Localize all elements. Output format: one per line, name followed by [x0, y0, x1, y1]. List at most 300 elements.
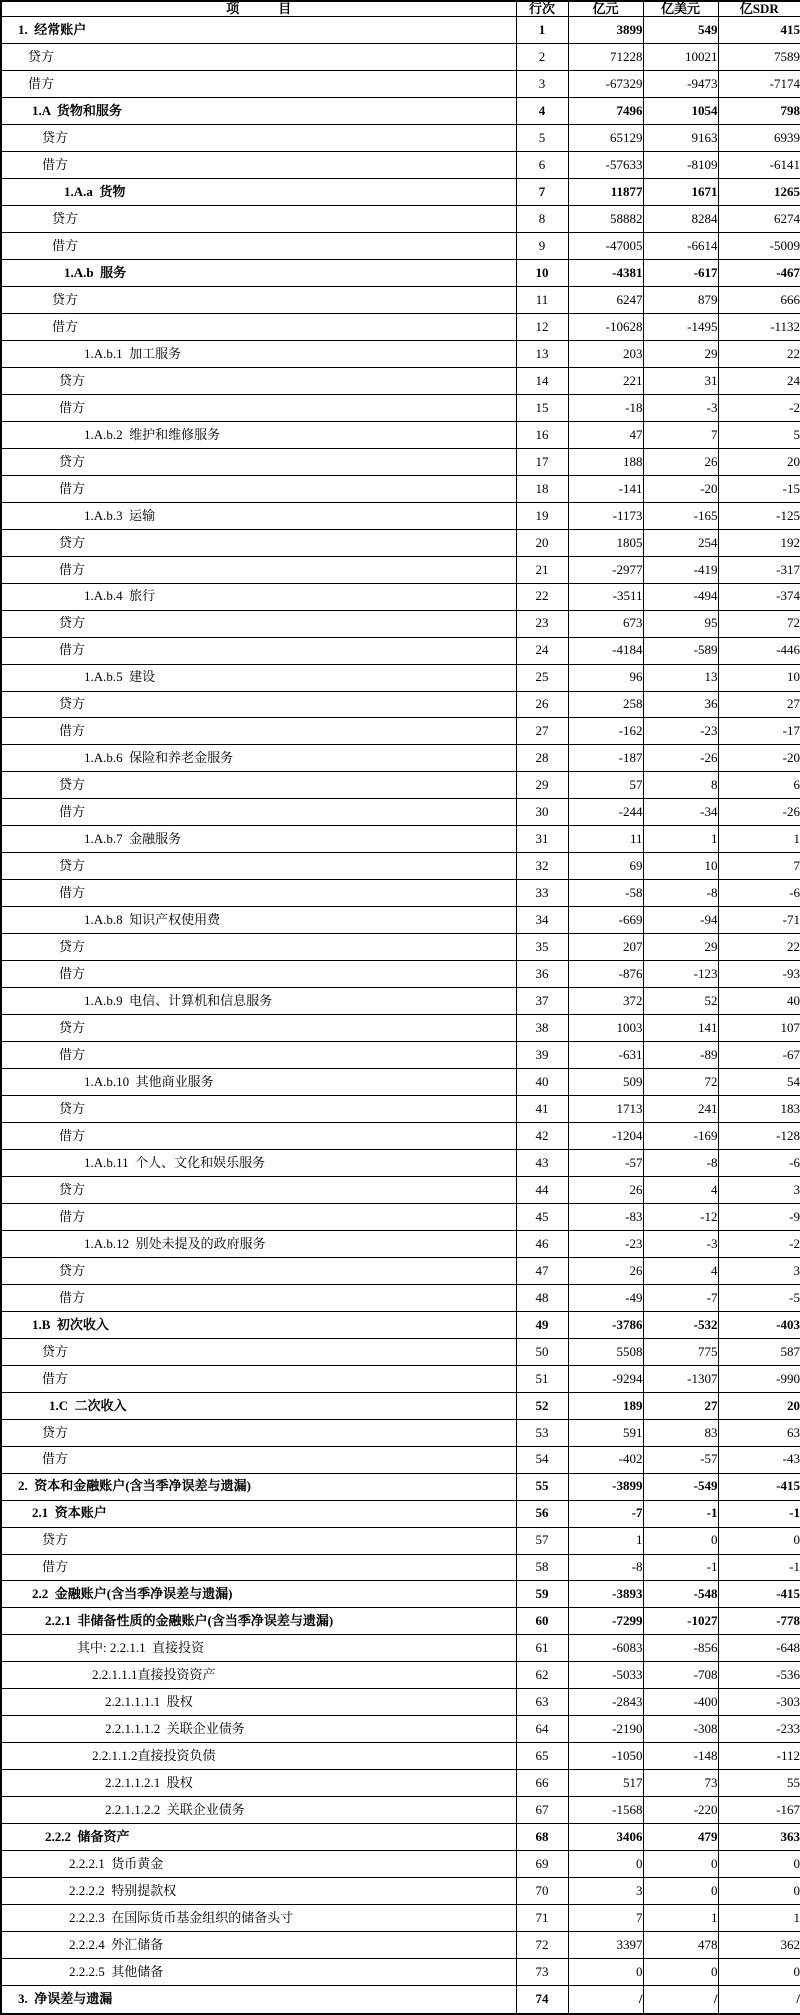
row-no-cell: 10: [516, 260, 568, 287]
usd-cell: 775: [643, 1338, 718, 1365]
usd-cell: -94: [643, 907, 718, 934]
usd-cell: -6614: [643, 233, 718, 260]
table-row: [1, 1959, 800, 1986]
cny-cell: 7: [568, 1905, 643, 1932]
item-cell: 贷方: [1, 1176, 516, 1203]
row-no-cell: 65: [516, 1743, 568, 1770]
row-no-cell: 41: [516, 1096, 568, 1123]
cny-cell: 11: [568, 826, 643, 853]
row-no-cell: 46: [516, 1230, 568, 1257]
sdr-cell: 7589: [718, 44, 800, 71]
item-cell: 借方: [1, 799, 516, 826]
sdr-cell: 107: [718, 1015, 800, 1042]
table-row: [1, 1527, 800, 1554]
row-no-cell: 3: [516, 71, 568, 98]
cny-cell: -4184: [568, 637, 643, 664]
usd-cell: -7: [643, 1284, 718, 1311]
item-cell: 2. 资本和金融账户(含当季净误差与遗漏): [1, 1473, 516, 1500]
row-no-cell: 43: [516, 1149, 568, 1176]
row-no-cell: 25: [516, 664, 568, 691]
cny-cell: -47005: [568, 233, 643, 260]
item-cell: 1.A.b.12 别处未提及的政府服务: [1, 1230, 516, 1257]
sdr-cell: -990: [718, 1365, 800, 1392]
row-no-cell: 19: [516, 502, 568, 529]
usd-cell: -8109: [643, 152, 718, 179]
cny-cell: -4381: [568, 260, 643, 287]
item-cell: 贷方: [1, 286, 516, 313]
usd-cell: 4: [643, 1176, 718, 1203]
sdr-cell: 1: [718, 1905, 800, 1932]
table-row: [1, 637, 800, 664]
item-cell: 借方: [1, 71, 516, 98]
cny-cell: 69: [568, 853, 643, 880]
table-row: [1, 664, 800, 691]
cny-cell: 673: [568, 610, 643, 637]
item-cell: 贷方: [1, 448, 516, 475]
table-row: [1, 71, 800, 98]
sdr-cell: -446: [718, 637, 800, 664]
usd-cell: -57: [643, 1446, 718, 1473]
header-row: [1, 1, 800, 17]
cny-cell: -7: [568, 1500, 643, 1527]
cny-cell: -1204: [568, 1123, 643, 1150]
table-row: [1, 179, 800, 206]
row-no-cell: 56: [516, 1500, 568, 1527]
sdr-cell: -233: [718, 1716, 800, 1743]
table-row: [1, 1446, 800, 1473]
item-cell: 贷方: [1, 1419, 516, 1446]
cny-cell: 0: [568, 1959, 643, 1986]
row-no-cell: 55: [516, 1473, 568, 1500]
sdr-cell: 7: [718, 853, 800, 880]
table-row: [1, 1743, 800, 1770]
table-row: [1, 1932, 800, 1959]
row-no-cell: 72: [516, 1932, 568, 1959]
cny-cell: -23: [568, 1230, 643, 1257]
cny-cell: -162: [568, 718, 643, 745]
sdr-cell: -26: [718, 799, 800, 826]
table-row: [1, 583, 800, 610]
item-cell: 贷方: [1, 125, 516, 152]
usd-cell: -532: [643, 1311, 718, 1338]
sdr-cell: -1132: [718, 313, 800, 340]
row-no-cell: 66: [516, 1770, 568, 1797]
cny-cell: -6083: [568, 1635, 643, 1662]
table-row: [1, 1069, 800, 1096]
cny-cell: -3899: [568, 1473, 643, 1500]
row-no-cell: 68: [516, 1824, 568, 1851]
cny-cell: -7299: [568, 1608, 643, 1635]
item-cell: 其中: 2.2.1.1 直接投资: [1, 1635, 516, 1662]
row-no-cell: 51: [516, 1365, 568, 1392]
row-no-cell: 2: [516, 44, 568, 71]
usd-cell: 83: [643, 1419, 718, 1446]
item-cell: 2.2.1 非储备性质的金融账户(含当季净误差与遗漏): [1, 1608, 516, 1635]
item-cell: 借方: [1, 1554, 516, 1581]
item-cell: 贷方: [1, 1527, 516, 1554]
table-row: [1, 880, 800, 907]
usd-cell: 10: [643, 853, 718, 880]
sdr-cell: -467: [718, 260, 800, 287]
row-no-cell: 22: [516, 583, 568, 610]
row-no-cell: 63: [516, 1689, 568, 1716]
sdr-cell: 40: [718, 988, 800, 1015]
sdr-cell: 22: [718, 340, 800, 367]
row-no-cell: 13: [516, 340, 568, 367]
item-cell: 借方: [1, 1365, 516, 1392]
item-cell: 贷方: [1, 1257, 516, 1284]
cny-cell: -3511: [568, 583, 643, 610]
cny-cell: -1568: [568, 1797, 643, 1824]
sdr-cell: 192: [718, 529, 800, 556]
usd-cell: 52: [643, 988, 718, 1015]
item-cell: 1.A.b.1 加工服务: [1, 340, 516, 367]
table-row: [1, 1905, 800, 1932]
row-no-cell: 27: [516, 718, 568, 745]
usd-cell: -123: [643, 961, 718, 988]
table-row: [1, 934, 800, 961]
usd-cell: -549: [643, 1473, 718, 1500]
usd-cell: -9473: [643, 71, 718, 98]
table-row: [1, 286, 800, 313]
cny-cell: 65129: [568, 125, 643, 152]
row-no-cell: 38: [516, 1015, 568, 1042]
sdr-cell: -2: [718, 1230, 800, 1257]
table-row: [1, 1123, 800, 1150]
item-cell: 2.2.1.1.2.1 股权: [1, 1770, 516, 1797]
usd-cell: 0: [643, 1959, 718, 1986]
row-no-cell: 7: [516, 179, 568, 206]
cny-cell: 3406: [568, 1824, 643, 1851]
cny-cell: 7496: [568, 98, 643, 125]
sdr-cell: -167: [718, 1797, 800, 1824]
usd-cell: 879: [643, 286, 718, 313]
item-cell: 2.2.1.1.1.1 股权: [1, 1689, 516, 1716]
cny-cell: 0: [568, 1851, 643, 1878]
row-no-cell: 37: [516, 988, 568, 1015]
cny-cell: 1: [568, 1527, 643, 1554]
usd-cell: 0: [643, 1527, 718, 1554]
sdr-cell: -1: [718, 1554, 800, 1581]
sdr-cell: -5: [718, 1284, 800, 1311]
sdr-cell: 798: [718, 98, 800, 125]
table-row: [1, 340, 800, 367]
row-no-cell: 18: [516, 475, 568, 502]
usd-cell: 10021: [643, 44, 718, 71]
cny-cell: 6247: [568, 286, 643, 313]
table-row: [1, 1608, 800, 1635]
cny-cell: 188: [568, 448, 643, 475]
sdr-cell: -317: [718, 556, 800, 583]
row-no-cell: 11: [516, 286, 568, 313]
sdr-cell: -112: [718, 1743, 800, 1770]
item-cell: 1.A.b 服务: [1, 260, 516, 287]
item-cell: 借方: [1, 880, 516, 907]
row-no-cell: 71: [516, 1905, 568, 1932]
col-header-row-no: 行次: [516, 1, 568, 17]
cny-cell: 26: [568, 1257, 643, 1284]
row-no-cell: 6: [516, 152, 568, 179]
sdr-cell: 63: [718, 1419, 800, 1446]
row-no-cell: 50: [516, 1338, 568, 1365]
row-no-cell: 52: [516, 1392, 568, 1419]
table-row: [1, 448, 800, 475]
usd-cell: 0: [643, 1878, 718, 1905]
usd-cell: 1054: [643, 98, 718, 125]
sdr-cell: -303: [718, 1689, 800, 1716]
item-cell: 2.2.2.3 在国际货币基金组织的储备头寸: [1, 1905, 516, 1932]
usd-cell: 73: [643, 1770, 718, 1797]
usd-cell: /: [643, 1986, 718, 2014]
cny-cell: -57633: [568, 152, 643, 179]
item-cell: 贷方: [1, 1015, 516, 1042]
table-row: [1, 1824, 800, 1851]
item-cell: 2.2.2.5 其他储备: [1, 1959, 516, 1986]
item-cell: 2.2.1.1.2直接投资负债: [1, 1743, 516, 1770]
usd-cell: -1027: [643, 1608, 718, 1635]
sdr-cell: -15: [718, 475, 800, 502]
row-no-cell: 42: [516, 1123, 568, 1150]
row-no-cell: 36: [516, 961, 568, 988]
item-cell: 1.A.b.10 其他商业服务: [1, 1069, 516, 1096]
table-row: [1, 421, 800, 448]
usd-cell: 95: [643, 610, 718, 637]
usd-cell: 1: [643, 826, 718, 853]
item-cell: 1.A.b.4 旅行: [1, 583, 516, 610]
usd-cell: -23: [643, 718, 718, 745]
usd-cell: 26: [643, 448, 718, 475]
table-row: [1, 1338, 800, 1365]
usd-cell: -8: [643, 880, 718, 907]
row-no-cell: 73: [516, 1959, 568, 1986]
table-row: [1, 1230, 800, 1257]
cny-cell: -187: [568, 745, 643, 772]
usd-cell: -3: [643, 394, 718, 421]
row-no-cell: 5: [516, 125, 568, 152]
item-cell: 2.2.2 储备资产: [1, 1824, 516, 1851]
item-cell: 1.A.b.2 维护和维修服务: [1, 421, 516, 448]
row-no-cell: 31: [516, 826, 568, 853]
row-no-cell: 15: [516, 394, 568, 421]
table-row: [1, 1149, 800, 1176]
row-no-cell: 24: [516, 637, 568, 664]
cny-cell: 1805: [568, 529, 643, 556]
usd-cell: -400: [643, 1689, 718, 1716]
sdr-cell: -536: [718, 1662, 800, 1689]
table-row: [1, 691, 800, 718]
item-cell: 1. 经常账户: [1, 17, 516, 44]
table-row: [1, 44, 800, 71]
cny-cell: -669: [568, 907, 643, 934]
row-no-cell: 45: [516, 1203, 568, 1230]
row-no-cell: 17: [516, 448, 568, 475]
cny-cell: 517: [568, 1770, 643, 1797]
row-no-cell: 32: [516, 853, 568, 880]
table-row: [1, 1986, 800, 2014]
cny-cell: -876: [568, 961, 643, 988]
col-header-usd: 亿美元: [643, 1, 718, 17]
row-no-cell: 58: [516, 1554, 568, 1581]
row-no-cell: 54: [516, 1446, 568, 1473]
table-row: [1, 98, 800, 125]
usd-cell: 254: [643, 529, 718, 556]
usd-cell: -494: [643, 583, 718, 610]
sdr-cell: 3: [718, 1176, 800, 1203]
cny-cell: -18: [568, 394, 643, 421]
sdr-cell: 363: [718, 1824, 800, 1851]
sdr-cell: 415: [718, 17, 800, 44]
sdr-cell: -71: [718, 907, 800, 934]
sdr-cell: 666: [718, 286, 800, 313]
table-row: [1, 961, 800, 988]
sdr-cell: 1: [718, 826, 800, 853]
table-row: [1, 394, 800, 421]
table-row: [1, 1716, 800, 1743]
cny-cell: -2843: [568, 1689, 643, 1716]
item-cell: 借方: [1, 1042, 516, 1069]
cny-cell: 3: [568, 1878, 643, 1905]
item-cell: 1.A.a 货物: [1, 179, 516, 206]
item-cell: 借方: [1, 1203, 516, 1230]
cny-cell: -402: [568, 1446, 643, 1473]
row-no-cell: 61: [516, 1635, 568, 1662]
usd-cell: 29: [643, 934, 718, 961]
usd-cell: 0: [643, 1851, 718, 1878]
table-row: [1, 1689, 800, 1716]
col-header-sdr: 亿SDR: [718, 1, 800, 17]
table-row: [1, 1365, 800, 1392]
usd-cell: 1671: [643, 179, 718, 206]
item-cell: 借方: [1, 233, 516, 260]
sdr-cell: -7174: [718, 71, 800, 98]
sdr-cell: /: [718, 1986, 800, 2014]
table-row: [1, 826, 800, 853]
usd-cell: 549: [643, 17, 718, 44]
item-cell: 1.A.b.6 保险和养老金服务: [1, 745, 516, 772]
sdr-cell: 10: [718, 664, 800, 691]
usd-cell: -26: [643, 745, 718, 772]
sdr-cell: 54: [718, 1069, 800, 1096]
cny-cell: 26: [568, 1176, 643, 1203]
sdr-cell: -415: [718, 1473, 800, 1500]
row-no-cell: 70: [516, 1878, 568, 1905]
row-no-cell: 59: [516, 1581, 568, 1608]
table-row: [1, 1554, 800, 1581]
table-row: [1, 907, 800, 934]
sdr-cell: -2: [718, 394, 800, 421]
sdr-cell: 6: [718, 772, 800, 799]
table-row: [1, 1635, 800, 1662]
row-no-cell: 9: [516, 233, 568, 260]
cny-cell: -3893: [568, 1581, 643, 1608]
item-cell: 2.2 金融账户(含当季净误差与遗漏): [1, 1581, 516, 1608]
cny-cell: -58: [568, 880, 643, 907]
sdr-cell: -43: [718, 1446, 800, 1473]
sdr-cell: -128: [718, 1123, 800, 1150]
usd-cell: 8: [643, 772, 718, 799]
table-row: [1, 1473, 800, 1500]
row-no-cell: 28: [516, 745, 568, 772]
usd-cell: 479: [643, 1824, 718, 1851]
cny-cell: 96: [568, 664, 643, 691]
cny-cell: 221: [568, 367, 643, 394]
row-no-cell: 1: [516, 17, 568, 44]
item-cell: 贷方: [1, 367, 516, 394]
item-cell: 贷方: [1, 206, 516, 233]
sdr-cell: 20: [718, 1392, 800, 1419]
sdr-cell: 20: [718, 448, 800, 475]
cny-cell: 57: [568, 772, 643, 799]
cny-cell: /: [568, 1986, 643, 2014]
sdr-cell: 0: [718, 1959, 800, 1986]
item-cell: 借方: [1, 718, 516, 745]
sdr-cell: 362: [718, 1932, 800, 1959]
usd-cell: 8284: [643, 206, 718, 233]
sdr-cell: 22: [718, 934, 800, 961]
table-row: [1, 367, 800, 394]
col-header-item: 项 目: [1, 1, 516, 17]
table-row: [1, 1581, 800, 1608]
table-row: [1, 1797, 800, 1824]
row-no-cell: 57: [516, 1527, 568, 1554]
usd-cell: 9163: [643, 125, 718, 152]
usd-cell: -1: [643, 1500, 718, 1527]
usd-cell: 478: [643, 1932, 718, 1959]
item-cell: 借方: [1, 1446, 516, 1473]
row-no-cell: 4: [516, 98, 568, 125]
row-no-cell: 8: [516, 206, 568, 233]
cny-cell: 3899: [568, 17, 643, 44]
row-no-cell: 40: [516, 1069, 568, 1096]
row-no-cell: 30: [516, 799, 568, 826]
usd-cell: -220: [643, 1797, 718, 1824]
cny-cell: 1713: [568, 1096, 643, 1123]
usd-cell: -12: [643, 1203, 718, 1230]
item-cell: 贷方: [1, 44, 516, 71]
item-cell: 2.2.1.1.1直接投资资产: [1, 1662, 516, 1689]
usd-cell: 241: [643, 1096, 718, 1123]
sdr-cell: 3: [718, 1257, 800, 1284]
table-row: [1, 1096, 800, 1123]
sdr-cell: 1265: [718, 179, 800, 206]
sdr-cell: -6: [718, 1149, 800, 1176]
cny-cell: -83: [568, 1203, 643, 1230]
table-row: [1, 1500, 800, 1527]
usd-cell: -856: [643, 1635, 718, 1662]
item-cell: 借方: [1, 475, 516, 502]
cny-cell: 258: [568, 691, 643, 718]
sdr-cell: -415: [718, 1581, 800, 1608]
item-cell: 贷方: [1, 853, 516, 880]
cny-cell: 71228: [568, 44, 643, 71]
cny-cell: -57: [568, 1149, 643, 1176]
usd-cell: -20: [643, 475, 718, 502]
table-row: [1, 475, 800, 502]
usd-cell: -708: [643, 1662, 718, 1689]
table-row: [1, 799, 800, 826]
row-no-cell: 47: [516, 1257, 568, 1284]
cny-cell: -2190: [568, 1716, 643, 1743]
item-cell: 1.A.b.11 个人、文化和娱乐服务: [1, 1149, 516, 1176]
row-no-cell: 34: [516, 907, 568, 934]
sdr-cell: 24: [718, 367, 800, 394]
table-row: [1, 1311, 800, 1338]
item-cell: 2.2.1.1.2.2 关联企业债务: [1, 1797, 516, 1824]
sdr-cell: 183: [718, 1096, 800, 1123]
item-cell: 借方: [1, 637, 516, 664]
sdr-cell: 55: [718, 1770, 800, 1797]
table-row: [1, 1851, 800, 1878]
